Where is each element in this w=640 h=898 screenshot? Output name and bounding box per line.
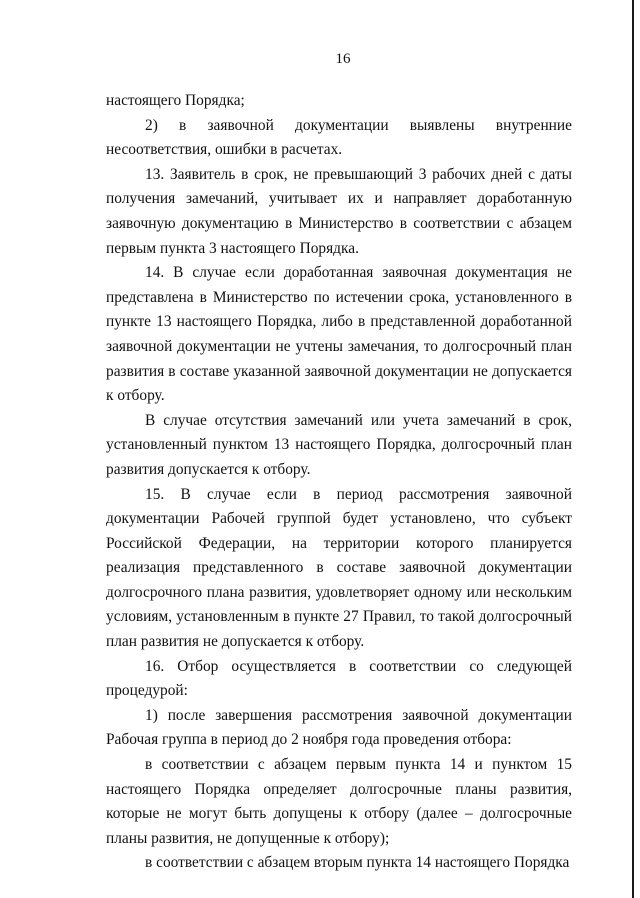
page-number: 16: [335, 51, 351, 67]
paragraph-clause-16-sub-2: в соответствии с абзацем вторым пункта 14 настоящего Порядка: [145, 854, 570, 872]
paragraph-continuation: настоящего Порядка;: [106, 92, 245, 109]
paragraph-clause-16: 16. Отбор осуществляется в соответствии со следующей процедурой:: [106, 657, 572, 700]
paragraph-clause-16-sub-1: в соответствии с абзацем первым пункта 14 и пунктом 15 настоящего Порядка определяет долгосрочные планы развития, которые не могут быть допущены к отбору (далее – долгосрочные планы развития, не допущенные к отбору);: [106, 756, 572, 847]
paragraph-clause-15: 15. В случае если в период рассмотрения заявочной документации Рабочей группой будет установлено, что субъект Российской Федерации, на территории которого планируется реализация представленного в составе заявочной документации долгосрочного плана развития, удовлетворяет одному или нескольким условиям, установленным в пункте 27 Правил, то такой долгосрочный план развития не допускается к отбору.: [106, 485, 572, 651]
paragraph-clause-13: 13. Заявитель в срок, не превышающий 3 рабочих дней с даты получения замечаний, учитывает их и направляет доработанную заявочную документацию в Министерство в соответствии с абзацем первым пункта 3 настоящего Порядка.: [106, 165, 572, 257]
document-body: [106, 89, 572, 876]
paragraph-clause-14-second: В случае отсутствия замечаний или учета замечаний в срок, установленный пунктом 13 настоящего Порядка, долгосрочный план развития допускается к отбору.: [106, 411, 572, 478]
scan-edge-line: [632, 0, 634, 898]
paragraph-clause-14: 14. В случае если доработанная заявочная документация не представлена в Министерство по истечении срока, установленного в пункте 13 настоящего Порядка, либо в представленной доработанной заявочной документации не учтены замечания, то долгосрочный план развития в составе указанной заявочной документации не допускается к отбору.: [106, 264, 572, 405]
paragraph-item-2: 2) в заявочной документации выявлены внутренние несоответствия, ошибки в расчетах.: [106, 116, 572, 159]
paragraph-clause-16-item-1: 1) после завершения рассмотрения заявочной документации Рабочая группа в период до 2 ноября года проведения отбора:: [106, 706, 572, 749]
